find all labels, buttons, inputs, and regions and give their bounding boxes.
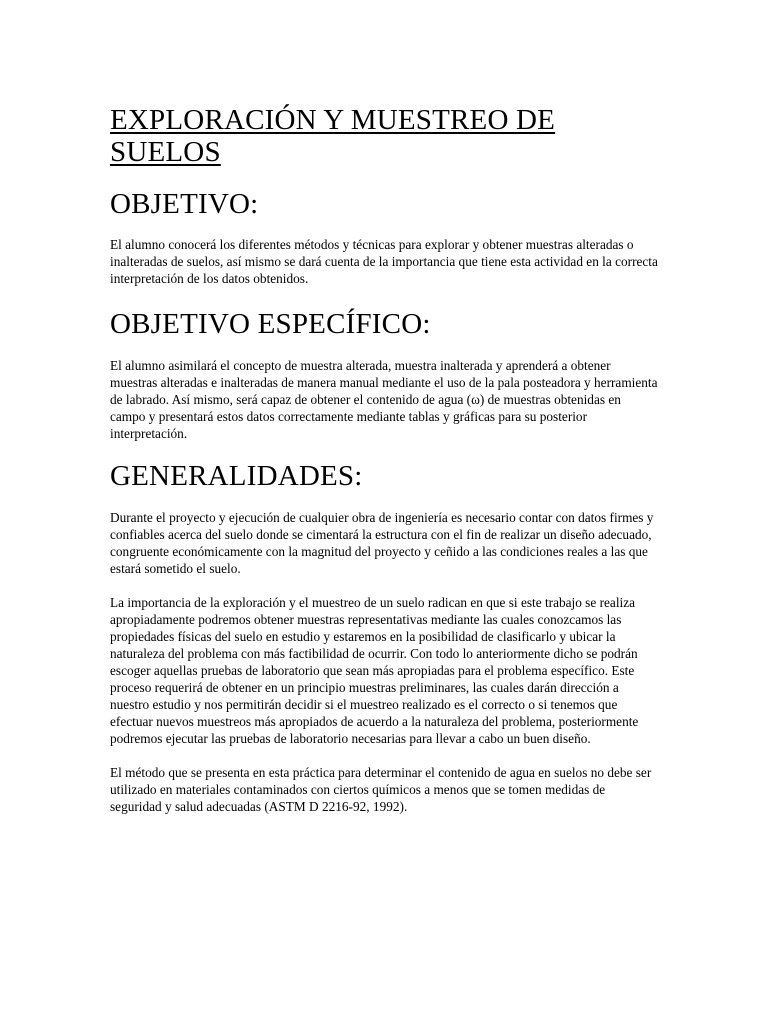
paragraph-generalidades-1: Durante el proyecto y ejecución de cualquier obra de ingeniería es necesario contar con datos firmes y confiables acerca del suelo donde se cimentará la estructura con el fin de realizar un diseño adecuado, congruente económicamente con la magnitud del proyecto y ceñido a las condiciones reales a las que estará sometido el suelo. (110, 510, 654, 576)
heading-objetivo: OBJETIVO: (110, 188, 259, 220)
paragraph-objetivo-especifico: El alumno asimilará el concepto de muestra alterada, muestra inalterada y aprenderá a obtener muestras alteradas e inalteradas de manera manual mediante el uso de la pala posteadora y herramienta de labrado. Así mismo, será capaz de obtener el contenido de agua (ω) de muestras obtenidas en campo y presentará estos datos correctamente mediante tablas y gráficas para su posterior interpretación. (110, 358, 658, 441)
paragraph-objetivo: El alumno conocerá los diferentes métodos y técnicas para explorar y obtener muestras alteradas o inalteradas de suelos, así mismo se dará cuenta de la importancia que tiene esta actividad en la correcta interpretación de los datos obtenidos. (110, 237, 658, 286)
document-title: EXPLORACIÓN Y MUESTREO DE SUELOS (110, 104, 556, 168)
document-page (110, 104, 658, 815)
paragraph-generalidades-3: El método que se presenta en esta práctica para determinar el contenido de agua en suelos no debe ser utilizado en materiales contaminados con ciertos químicos a menos que se tomen medidas de seguridad y salud adecuadas (ASTM D 2216-92, 1992). (110, 765, 652, 814)
heading-objetivo-especifico: OBJETIVO ESPECÍFICO: (110, 308, 431, 340)
paragraph-generalidades-2: La importancia de la exploración y el muestreo de un suelo radican en que si este trabajo se realiza apropiadamente podremos obtener muestras representativas mediante las cuales conozcamos las propiedades físicas del suelo en estudio y estaremos en la posibilidad de clasificarlo y ubicar la naturaleza del problema con más factibilidad de ocurrir. Con todo lo anteriormente dicho se podrán escoger aquellas pruebas de laboratorio que sean más apropiadas para el problema específico. Este proceso requerirá de obtener en un principio muestras preliminares, las cuales darán dirección a nuestro estudio y nos permitirán decidir si el muestreo realizado es el correcto o si tenemos que efectuar nuevos muestreos más apropiados de acuerdo a la naturaleza del problema, posteriormente podremos ejecutar las pruebas de laboratorio necesarias para llevar a cabo un buen diseño. (110, 595, 639, 746)
heading-generalidades: GENERALIDADES: (110, 460, 363, 492)
